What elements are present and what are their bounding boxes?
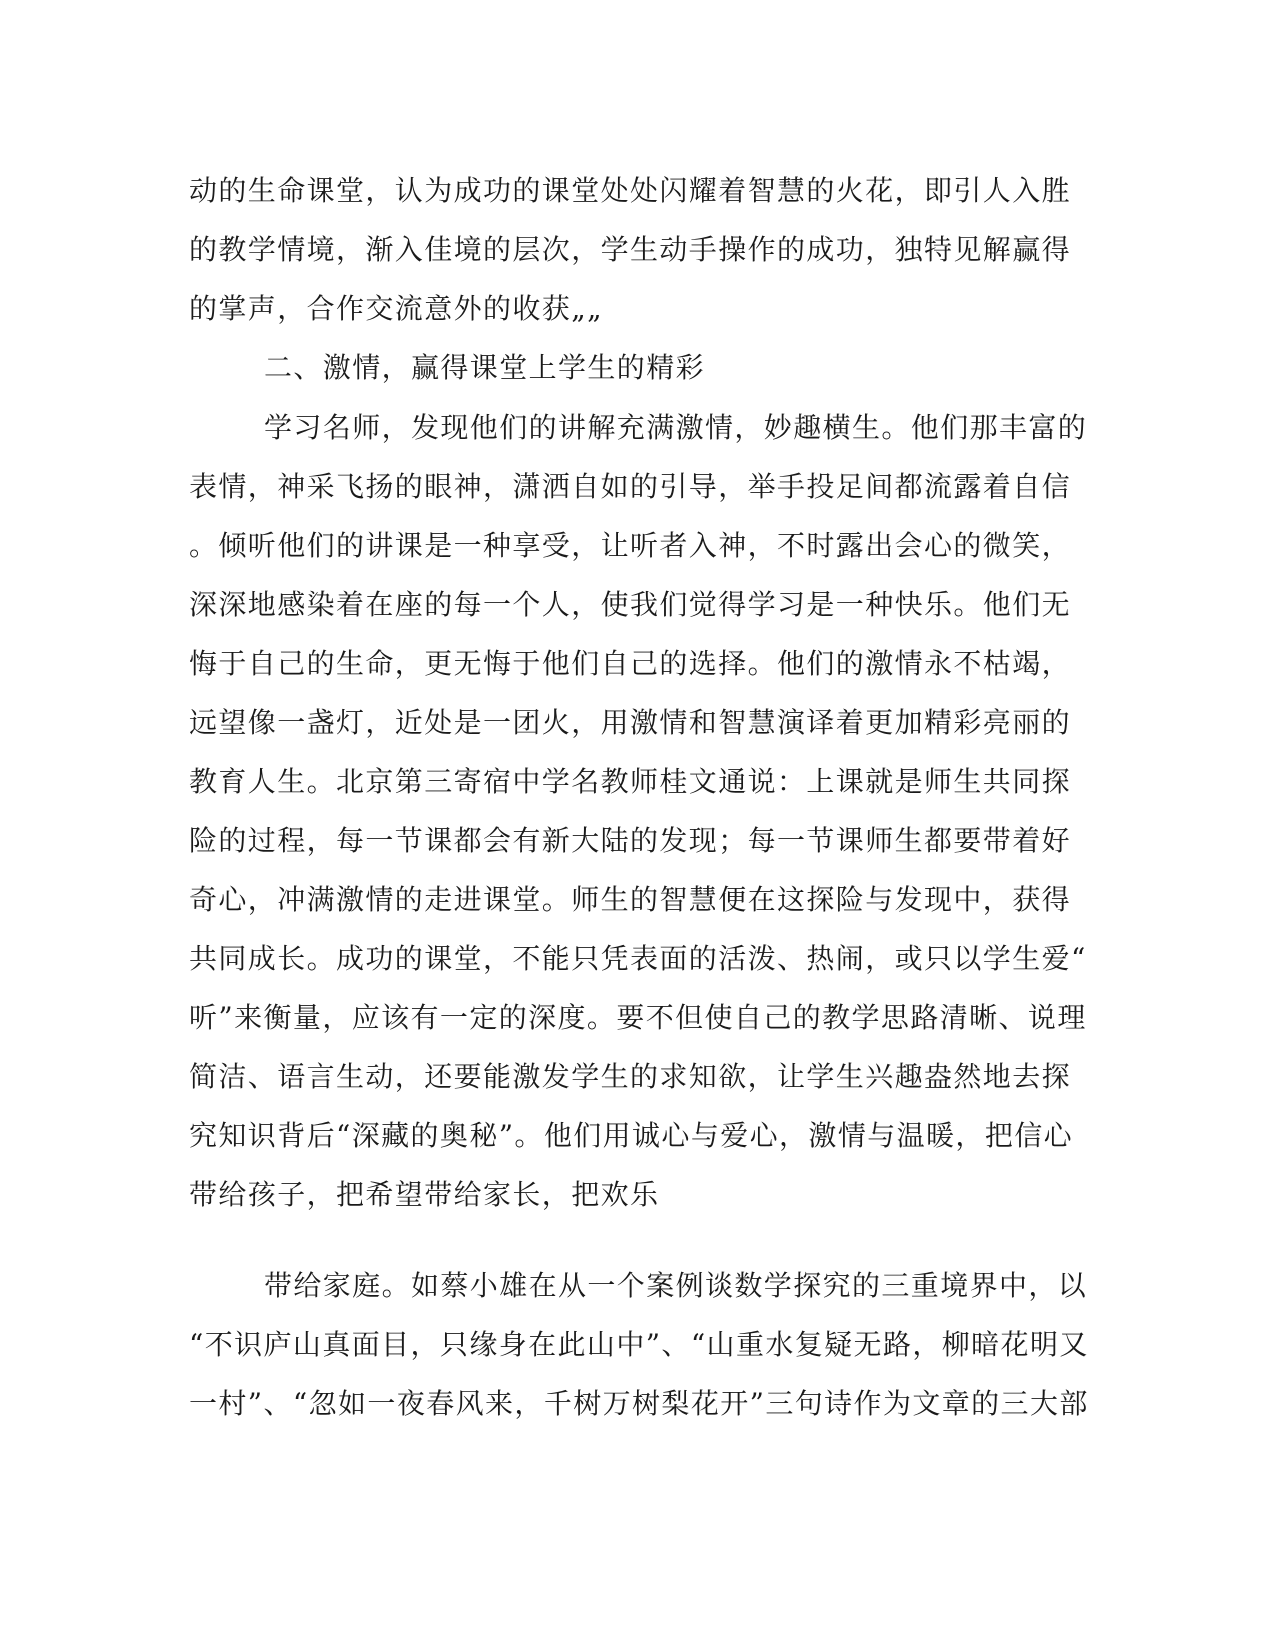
text-line: 一村”、“忽如一夜春风来，千树万树梨花开”三句诗作为文章的三大部 [189,1387,1089,1420]
text-line: 的教学情境，渐入佳境的层次，学生动手操作的成功，独特见解赢得 [189,233,1072,266]
text-line: 的掌声，合作交流意外的收获„„ [189,292,604,325]
paragraph-example [189,1256,1089,1433]
text-line: 远望像一盏灯，近处是一团火，用激情和智慧演译着更加精彩亮丽的 [189,706,1072,739]
text-line: 学习名师，发现他们的讲解充满激情，妙趣横生。他们那丰富的 [264,411,1088,444]
text-line: 听”来衡量，应该有一定的深度。要不但使自己的教学思路清晰、说理 [189,1001,1087,1034]
text-line: “不识庐山真面目，只缘身在此山中”、“山重水复疑无路，柳暗花明又 [189,1328,1089,1361]
text-line: 带给家庭。如蔡小雄在从一个案例谈数学探究的三重境界中，以 [264,1269,1088,1302]
text-line: 悔于自己的生命，更无悔于他们自己的选择。他们的激情永不枯竭， [189,647,1072,680]
paragraph-passion [189,398,1088,1224]
section-heading [189,338,1069,397]
text-line: 表情，神采飞扬的眼神，潇洒自如的引导，举手投足间都流露着自信 [189,470,1072,503]
text-line: 动的生命课堂，认为成功的课堂处处闪耀着智慧的火花，即引人入胜 [189,174,1072,207]
text-line: 简洁、语言生动，还要能激发学生的求知欲，让学生兴趣盎然地去探 [189,1060,1072,1093]
paragraph-continued [189,161,1072,338]
section-heading-text: 二、激情，赢得课堂上学生的精彩 [264,351,706,384]
text-line: 深深地感染着在座的每一个人，使我们觉得学习是一种快乐。他们无 [189,588,1072,621]
text-line: 教育人生。北京第三寄宿中学名教师桂文通说：上课就是师生共同探 [189,765,1072,798]
text-line: 奇心，冲满激情的走进课堂。师生的智慧便在这探险与发现中，获得 [189,883,1072,916]
text-line: 带给孩子，把希望带给家长，把欢乐 [189,1178,660,1211]
text-line: 险的过程，每一节课都会有新大陆的发现；每一节课师生都要带着好 [189,824,1072,857]
text-line: 究知识背后“深藏的奥秘”。他们用诚心与爱心，激情与温暖，把信心 [189,1119,1074,1152]
text-line: 共同成长。成功的课堂，不能只凭表面的活泼、热闹，或只以学生爱“ [189,942,1087,975]
text-line: 。倾听他们的讲课是一种享受，让听者入神，不时露出会心的微笑， [189,529,1072,562]
